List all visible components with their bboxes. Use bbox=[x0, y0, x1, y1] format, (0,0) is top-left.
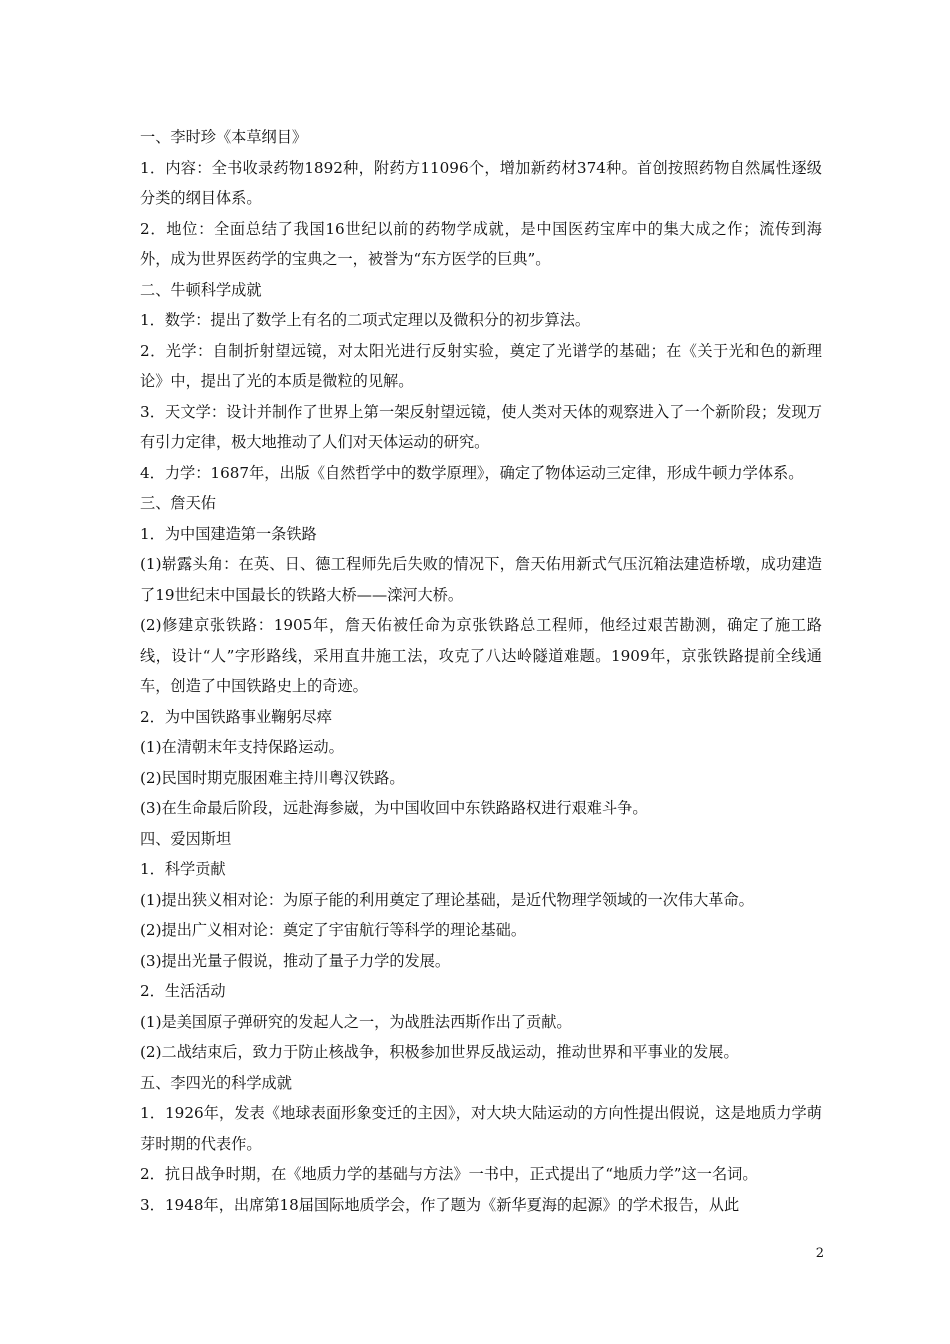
paragraph: 4．力学：1687年，出版《自然哲学中的数学原理》，确定了物体运动三定律，形成牛顿力学体系。 bbox=[140, 463, 804, 482]
paragraph: 2．地位：全面总结了我国16世纪以前的药物学成就，是中国医药宝库中的集大成之作；流传到海外，成为世界医药学的宝典之一，被誉为“东方医学的巨典”。 bbox=[140, 219, 822, 268]
paragraph: (3)提出光量子假说，推动了量子力学的发展。 bbox=[140, 951, 451, 970]
paragraph: (2)修建京张铁路：1905年，詹天佑被任命为京张铁路总工程师，他经过艰苦勘测，确定了施工路线，设计“人”字形路线，采用直井施工法，攻克了八达岭隧道难题。1909年，京张铁路提前全线通车，创造了中国铁路史上的奇迹。 bbox=[140, 616, 822, 695]
paragraph: (2)提出广义相对论：奠定了宇宙航行等科学的理论基础。 bbox=[140, 921, 527, 939]
paragraph: (1)是美国原子弹研究的发起人之一，为战胜法西斯作出了贡献。 bbox=[140, 1012, 572, 1031]
paragraph: 3．1948年，出席第18届国际地质学会，作了题为《新华夏海的起源》的学术报告，从此 bbox=[140, 1195, 740, 1214]
paragraph: (1)在清朝末年支持保路运动。 bbox=[140, 738, 344, 756]
heading-einstein: 四、爱因斯坦 bbox=[140, 829, 232, 848]
paragraph: 2．光学：自制折射望远镜，对太阳光进行反射实验，奠定了光谱学的基础；在《关于光和色的新理论》中，提出了光的本质是微粒的见解。 bbox=[140, 341, 822, 390]
paragraph: 2．抗日战争时期，在《地质力学的基础与方法》一书中，正式提出了“地质力学”这一名词。 bbox=[140, 1165, 758, 1183]
heading-li-shizhen: 一、李时珍《本草纲目》 bbox=[140, 128, 308, 146]
paragraph: 1．数学：提出了数学上有名的二项式定理以及微积分的初步算法。 bbox=[140, 311, 591, 329]
paragraph: (2)民国时期克服困难主持川粤汉铁路。 bbox=[140, 768, 405, 787]
paragraph: (1)提出狭义相对论：为原子能的利用奠定了理论基础，是近代物理学领域的一次伟大革命。 bbox=[140, 890, 754, 909]
heading-zhan-tianyou: 三、詹天佑 bbox=[140, 494, 216, 512]
heading-li-siguang: 五、李四光的科学成就 bbox=[140, 1073, 292, 1092]
page-number: 2 bbox=[815, 1246, 824, 1261]
paragraph: 3．天文学：设计并制作了世界上第一架反射望远镜，使人类对天体的观察进入了一个新阶段；发现万有引力定律，极大地推动了人们对天体运动的研究。 bbox=[140, 402, 822, 451]
paragraph: 1．1926年，发表《地球表面形象变迁的主因》，对大块大陆运动的方向性提出假说，这是地质力学萌芽时期的代表作。 bbox=[140, 1104, 822, 1153]
subheading: 1．科学贡献 bbox=[140, 860, 226, 878]
subheading: 2．生活活动 bbox=[140, 982, 226, 1000]
subheading: 2．为中国铁路事业鞠躬尽瘁 bbox=[140, 707, 332, 726]
paragraph: (3)在生命最后阶段，远赴海参崴，为中国收回中东铁路路权进行艰难斗争。 bbox=[140, 799, 648, 817]
paragraph: 1．内容：全书收录药物1892种，附药方11096个，增加新药材374种。首创按照药物自然属性逐级分类的纲目体系。 bbox=[140, 158, 822, 207]
heading-newton: 二、牛顿科学成就 bbox=[140, 280, 262, 299]
subheading: 1．为中国建造第一条铁路 bbox=[140, 524, 317, 543]
paragraph: (2)二战结束后，致力于防止核战争，积极参加世界反战运动，推动世界和平事业的发展。 bbox=[140, 1043, 739, 1061]
paragraph: (1)崭露头角：在英、日、德工程师先后失败的情况下，詹天佑用新式气压沉箱法建造桥墩，成功建造了19世纪末中国最长的铁路大桥——滦河大桥。 bbox=[140, 555, 822, 604]
document-body bbox=[140, 122, 822, 1220]
